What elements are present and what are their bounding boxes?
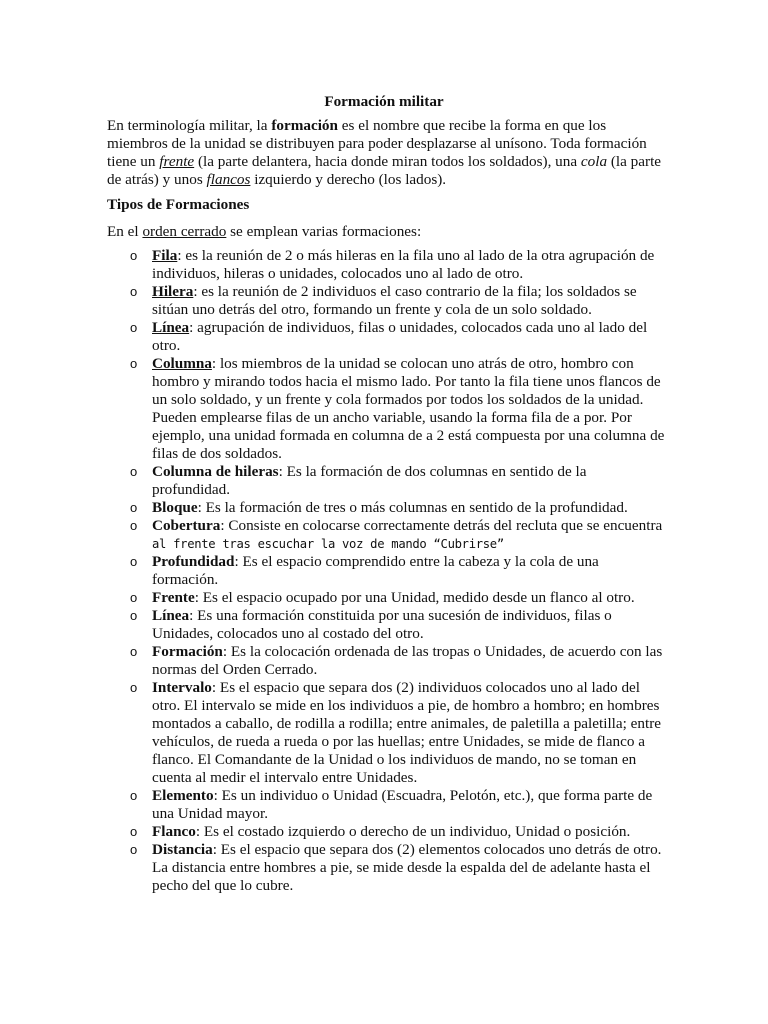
item-text: : Es la formación de tres o más columnas en sentido de la profundidad. — [197, 499, 628, 516]
intro-text-3: (la parte delantera, hacia donde miran todos los soldados), una — [194, 153, 581, 170]
bullet-marker: o — [130, 320, 138, 335]
item-text: : es la reunión de 2 o más hileras en la fila uno al lado de la otra agrupación de individuos, hileras o unidades, colocados uno al lado de otro. — [152, 247, 655, 282]
term: Distancia — [152, 841, 213, 858]
section-heading: Tipos de Formaciones — [107, 196, 250, 213]
term: Intervalo — [152, 679, 212, 696]
term: Línea — [152, 607, 190, 624]
handwritten-text: al frente tras escuchar la voz de mando “Cubrirse” — [152, 537, 504, 551]
bullet-marker: o — [130, 608, 138, 623]
list-item — [0, 553, 666, 589]
lead-text-2: se emplean varias formaciones: — [226, 223, 422, 240]
term: Formación — [152, 643, 223, 660]
item-text: : agrupación de individuos, filas o unidades, colocados cada uno al lado del otro. — [152, 319, 648, 354]
bullet-marker: o — [130, 518, 138, 533]
list-item — [0, 787, 666, 823]
list-item — [0, 319, 666, 355]
list-item — [0, 841, 666, 895]
lead-text-1: En el — [107, 223, 143, 240]
bullet-marker: o — [130, 464, 138, 479]
intro-text-5: izquierdo y derecho (los lados). — [250, 171, 447, 188]
item-text: : Es la colocación ordenada de las tropas o Unidades, de acuerdo con las normas del Orden Cerrado. — [152, 643, 663, 678]
term-cola: cola — [580, 153, 608, 170]
term: Profundidad — [152, 553, 235, 570]
link-orden-cerrado[interactable]: orden cerrado — [142, 223, 227, 240]
item-text: : Es un individuo o Unidad (Escuadra, Pelotón, etc.), que forma parte de una Unidad mayor. — [152, 787, 653, 822]
bullet-marker: o — [130, 788, 138, 803]
item-text: : Es el espacio ocupado por una Unidad, medido desde un flanco al otro. — [194, 589, 635, 606]
term-link[interactable]: Línea — [152, 319, 190, 336]
term: Elemento — [152, 787, 214, 804]
item-text: : Es el espacio que separa dos (2) individuos colocados uno al lado del otro. El intervalo se mide en los individuos a pie, de hombro a hombro; en hombres montados a caballo, de rodilla a rodilla; entre animales, de paletilla a paletilla; entre vehículos, de rueda a rueda o por las huellas; entre Unidades, se mide de flanco a flanco. El Comandante de la Unidad o los individuos de mando, no se toman en cuenta al medir el intervalo entre Unidades. — [152, 679, 661, 786]
item-text: : Es el espacio comprendido entre la cabeza y la cola de una formación. — [152, 553, 599, 588]
list-item — [0, 607, 666, 643]
list-item — [0, 283, 666, 319]
term-link[interactable]: Columna — [152, 355, 212, 372]
bullet-marker: o — [130, 500, 138, 515]
item-text: : Es la formación de dos columnas en sentido de la profundidad. — [152, 463, 587, 498]
term-formacion: formación — [271, 117, 338, 134]
list-item — [0, 679, 666, 787]
list-item — [0, 463, 666, 499]
item-text: : Es el espacio que separa dos (2) elementos colocados uno detrás de otro. La distancia entre hombres a pie, se mide desde la espalda del de adelante hasta el pecho del que lo cubre. — [152, 841, 662, 894]
bullet-marker: o — [130, 554, 138, 569]
formation-list — [0, 247, 768, 895]
intro-text-2: es el nombre que recibe la forma en que los miembros de la unidad se distribuyen para poder desplazarse al unísono. Toda formación tiene un — [107, 117, 647, 170]
intro-paragraph — [107, 117, 667, 189]
item-text: : es la reunión de 2 individuos el caso contrario de la fila; los soldados se sitúan uno detrás del otro, formando un frente y cola de un solo soldado. — [152, 283, 637, 318]
list-item — [0, 247, 666, 283]
list-item — [0, 499, 666, 517]
bullet-marker: o — [130, 356, 138, 371]
bullet-marker: o — [130, 284, 138, 299]
list-item — [0, 517, 666, 553]
bullet-marker: o — [130, 644, 138, 659]
bullet-marker: o — [130, 842, 138, 857]
list-item — [0, 643, 666, 679]
item-text: : Es el costado izquierdo o derecho de un individuo, Unidad o posición. — [195, 823, 631, 840]
item-text: : Consiste en colocarse correctamente detrás del recluta que se encuentra — [220, 517, 663, 534]
bullet-marker: o — [130, 824, 138, 839]
lead-paragraph — [107, 223, 421, 241]
list-item — [0, 355, 666, 463]
term-link[interactable]: Fila — [152, 247, 178, 264]
term: Flanco — [152, 823, 196, 840]
intro-text-1: En terminología militar, la — [107, 117, 272, 134]
item-text: : Es una formación constituida por una sucesión de individuos, filas o Unidades, colocados uno al costado del otro. — [152, 607, 612, 642]
item-text: : los miembros de la unidad se colocan uno atrás de otro, hombro con hombro y mirando todos hacia el mismo lado. Por tanto la fila tiene unos flancos de un solo soldado, y un frente y cola formados por todos los soldados de la unidad. Pueden emplearse filas de un ancho variable, usando la forma fila de a por. Por ejemplo, una unidad formada en columna de a 2 está compuesta por una columna de filas de dos soldados. — [152, 355, 665, 462]
link-flancos[interactable]: flancos — [206, 171, 251, 188]
link-frente[interactable]: frente — [159, 153, 195, 170]
term: Bloque — [152, 499, 198, 516]
intro-text-4: (la parte de atrás) y unos — [107, 153, 662, 188]
term: Cobertura — [152, 517, 221, 534]
term: Columna de hileras — [152, 463, 279, 480]
bullet-marker: o — [130, 248, 138, 263]
page-title: Formación militar — [324, 93, 444, 110]
bullet-marker: o — [130, 590, 138, 605]
term-link[interactable]: Hilera — [152, 283, 194, 300]
bullet-marker: o — [130, 680, 138, 695]
list-item — [0, 823, 666, 841]
term: Frente — [152, 589, 195, 606]
list-item — [0, 589, 666, 607]
